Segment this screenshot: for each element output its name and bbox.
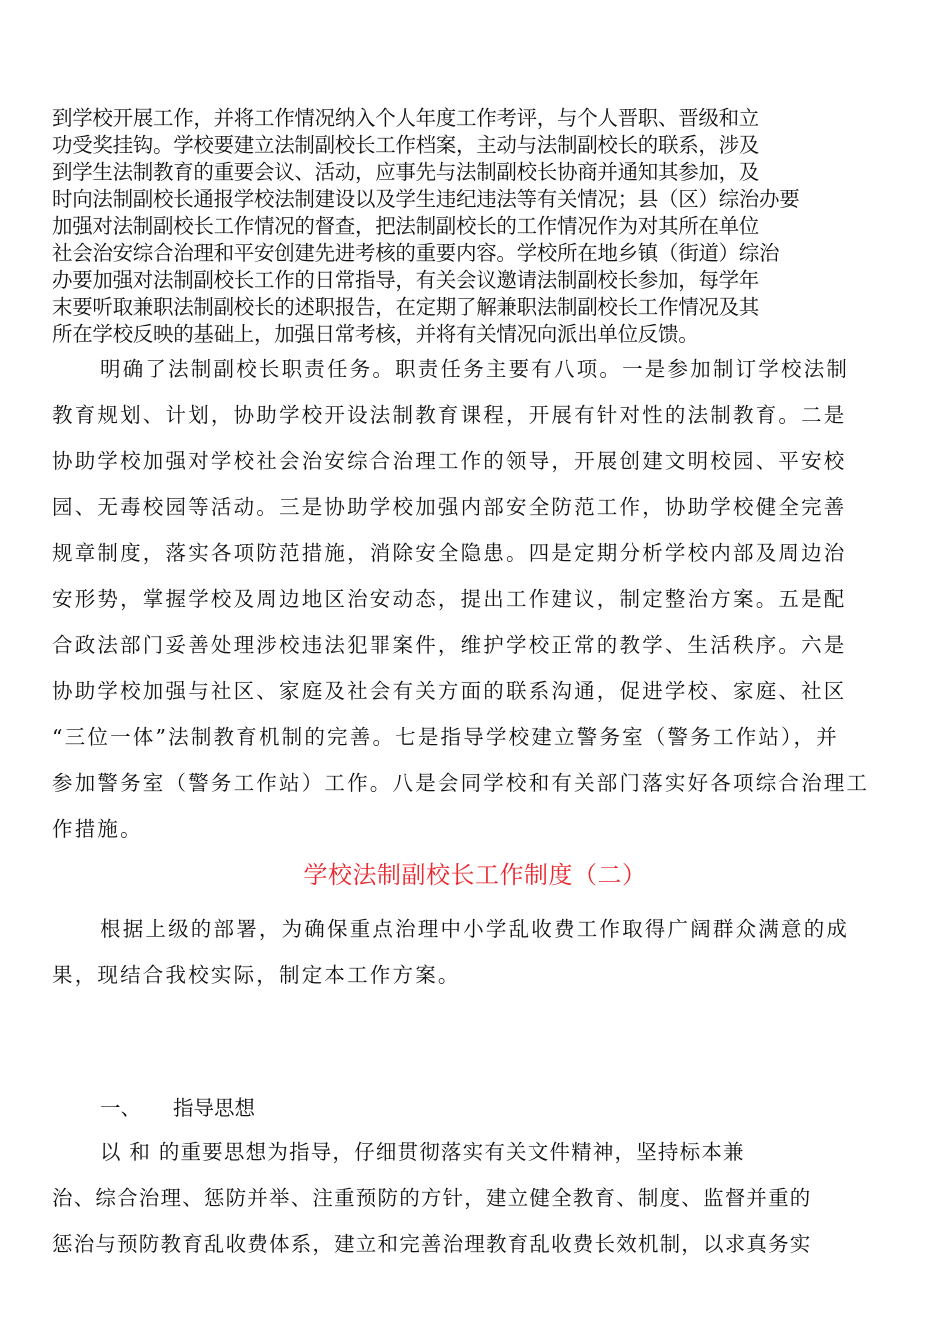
section-title: 学校法制副校长工作制度（二）: [303, 861, 647, 889]
paragraph-line: 所在学校反映的基础上，加强日常考核，并将有关情况向派出单位反馈。: [52, 322, 699, 346]
paragraph-line: 合政法部门妥善处理涉校违法犯罪案件，维护学校正常的教学、生活秩序。六是: [52, 633, 847, 657]
paragraph-line: 末要听取兼职法制副校长的述职报告，在定期了解兼职法制副校长工作情况及其: [52, 295, 759, 319]
paragraph-line: 安形势，掌握学校及周边地区治安动态，提出工作建议，制定整治方案。五是配: [52, 587, 847, 611]
paragraph-line: 到学校开展工作，并将工作情况纳入个人年度工作考评，与个人晋职、晋级和立: [52, 106, 759, 130]
paragraph-line: “三位一体”法制教育机制的完善。七是指导学校建立警务室（警务工作站），并: [52, 725, 839, 749]
paragraph-line: 到学生法制教育的重要会议、活动，应事先与法制副校长协商并通知其参加，及: [52, 160, 759, 184]
paragraph-line: 功受奖挂钩。学校要建立法制副校长工作档案，主动与法制副校长的联系，涉及: [52, 133, 759, 157]
paragraph-line: 作措施。: [52, 817, 143, 841]
heading-text: 指导思想: [173, 1096, 255, 1120]
paragraph-line: 以 和 的重要思想为指导，仔细贯彻落实有关文件精神，坚持标本兼: [100, 1140, 745, 1164]
paragraph-line: 加强对法制副校长工作情况的督查，把法制副校长的工作情况作为对其所在单位: [52, 214, 759, 238]
paragraph-line: 根据上级的部署，为确保重点治理中小学乱收费工作取得广阔群众满意的成: [100, 917, 850, 941]
paragraph-line: 明确了法制副校长职责任务。职责任务主要有八项。一是参加制订学校法制: [100, 357, 850, 381]
paragraph-line: 办要加强对法制副校长工作的日常指导，有关会议邀请法制副校长参加，每学年: [52, 268, 759, 292]
paragraph-line: 协助学校加强对学校社会治安综合治理工作的领导，开展创建文明校园、平安校: [52, 449, 847, 473]
paragraph-line: 社会治安综合治理和平安创建先进考核的重要内容。学校所在地乡镇（街道）综治: [52, 241, 780, 265]
heading-number: 一、: [100, 1096, 141, 1120]
paragraph-line: 参加警务室（警务工作站）工作。八是会同学校和有关部门落实好各项综合治理工: [52, 771, 870, 795]
paragraph-line: 时向法制副校长通报学校法制建设以及学生违纪违法等有关情况；县（区）综治办要: [52, 187, 800, 211]
paragraph-line: 治、综合治理、惩防并举、注重预防的方针，建立健全教育、制度、监督并重的: [52, 1186, 812, 1210]
paragraph-line: 园、无毒校园等活动。三是协助学校加强内部安全防范工作，协助学校健全完善: [52, 495, 847, 519]
paragraph-line: 惩治与预防教育乱收费体系，建立和完善治理教育乱收费长效机制，以求真务实: [52, 1232, 812, 1256]
paragraph-line: 协助学校加强与社区、家庭及社会有关方面的联系沟通，促进学校、家庭、社区: [52, 679, 847, 703]
paragraph-line: 规章制度，落实各项防范措施，消除安全隐患。四是定期分析学校内部及周边治: [52, 541, 847, 565]
paragraph-line: 果，现结合我校实际，制定本工作方案。: [52, 963, 461, 987]
paragraph-line: 教育规划、计划，协助学校开设法制教育课程，开展有针对性的法制教育。二是: [52, 403, 847, 427]
